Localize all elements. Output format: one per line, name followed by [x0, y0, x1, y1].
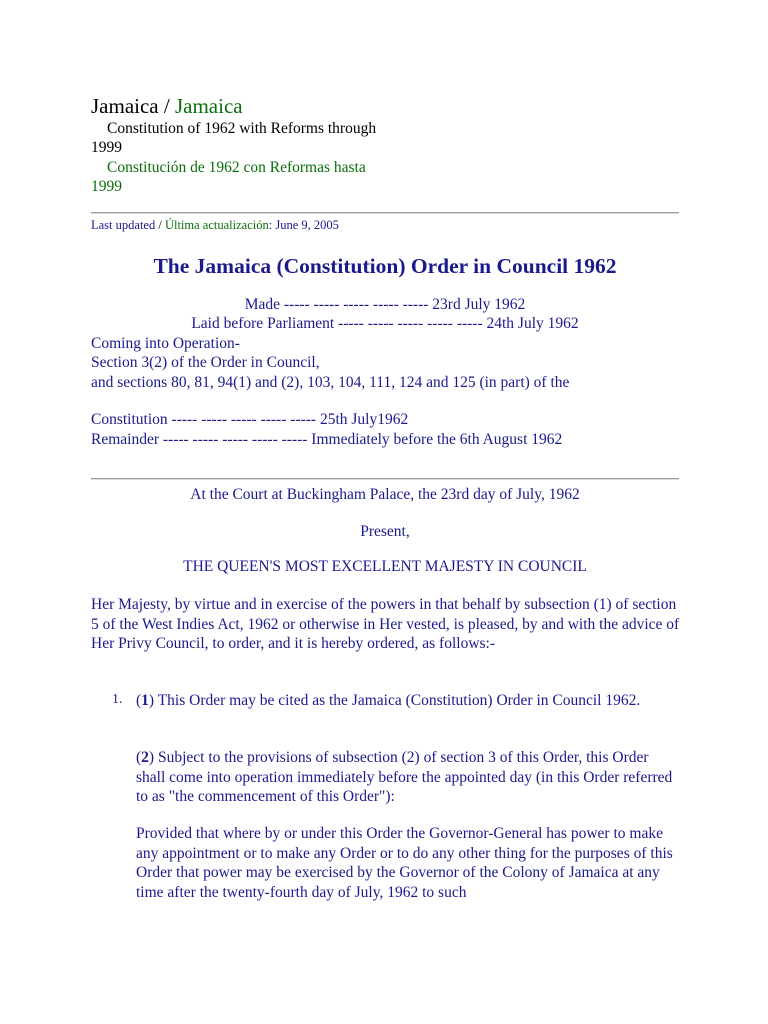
date-made: Made ----- ----- ----- ----- ----- 23rd July 1962	[244, 296, 526, 313]
list-item-paragraph-1: (1) This Order may be cited as the Jamaica (Constitution) Order in Council 1962.	[136, 692, 641, 709]
present-line: Present,	[360, 523, 410, 540]
subsection-text: Subject to the provisions of subsection (2) of section 3 of this Order, this Order shall come into operation immediately before the appointed day (in this Order referred to as "the commencement of this Order"):	[136, 749, 673, 805]
date-constitution: Constitution ----- ----- ----- ----- ----- 25th July1962	[91, 411, 409, 428]
document-title: The Jamaica (Constitution) Order in Council 1962	[153, 254, 617, 278]
last-updated-separator: /	[155, 218, 165, 232]
divider-top	[91, 212, 679, 214]
preamble-paragraph: Her Majesty, by virtue and in exercise of the powers in that behalf by subsection (1) of section 5 of the West Indies Act, 1962 or otherwise in Her vested, is pleased, by and with the advice of Her Privy Council, to order, and it is hereby ordered, as follows:-	[91, 596, 680, 652]
coming-into-operation: Coming into Operation-	[91, 335, 240, 352]
title-separator: /	[158, 94, 175, 118]
court-line: At the Court at Buckingham Palace, the 23rd day of July, 1962	[190, 486, 580, 503]
date-remainder: Remainder ----- ----- ----- ----- ----- Immediately before the 6th August 1962	[91, 431, 563, 448]
subsection-text: This Order may be cited as the Jamaica (Constitution) Order in Council 1962.	[154, 692, 641, 709]
subsection-number: 1	[141, 692, 149, 709]
date-laid: Laid before Parliament ----- ----- ----- ----- ----- 24th July 1962	[191, 315, 579, 332]
country-title	[91, 93, 243, 119]
subtitle-en: Constitution of 1962 with Reforms through 1999	[91, 120, 377, 156]
subtitle-es: Constitución de 1962 con Reformas hasta 1999	[91, 159, 366, 195]
last-updated-colon: :	[268, 218, 276, 232]
list-item-number: 1.	[112, 692, 123, 707]
divider-middle	[91, 478, 679, 480]
last-updated-label-en: Last updated	[91, 218, 156, 232]
list-item-paragraph-3: Provided that where by or under this Order the Governor-General has power to make any appointment or to make any Order or to do any other thing for the purposes of this Order that power may be exercised by the Governor of the Colony of Jamaica at any time after the twenty-fourth day of July, 1962 to such	[136, 825, 673, 901]
majesty-line: THE QUEEN'S MOST EXCELLENT MAJESTY IN COUNCIL	[183, 558, 587, 575]
last-updated	[91, 218, 339, 233]
list-item-paragraph-2: (2) Subject to the provisions of subsection (2) of section 3 of this Order, this Order shall come into operation immediately before the appointed day (in this Order referred to as "the commencement of this Order"):	[136, 749, 673, 805]
last-updated-label-es: Última actualización	[164, 218, 269, 232]
last-updated-date: June 9, 2005	[275, 218, 339, 232]
country-es: Jamaica	[174, 94, 243, 118]
country-en: Jamaica	[91, 94, 159, 118]
sections-list: and sections 80, 81, 94(1) and (2), 103, 104, 111, 124 and 125 (in part) of the	[91, 374, 570, 391]
section-order: Section 3(2) of the Order in Council,	[91, 354, 320, 371]
subsection-number: 2	[141, 749, 149, 766]
